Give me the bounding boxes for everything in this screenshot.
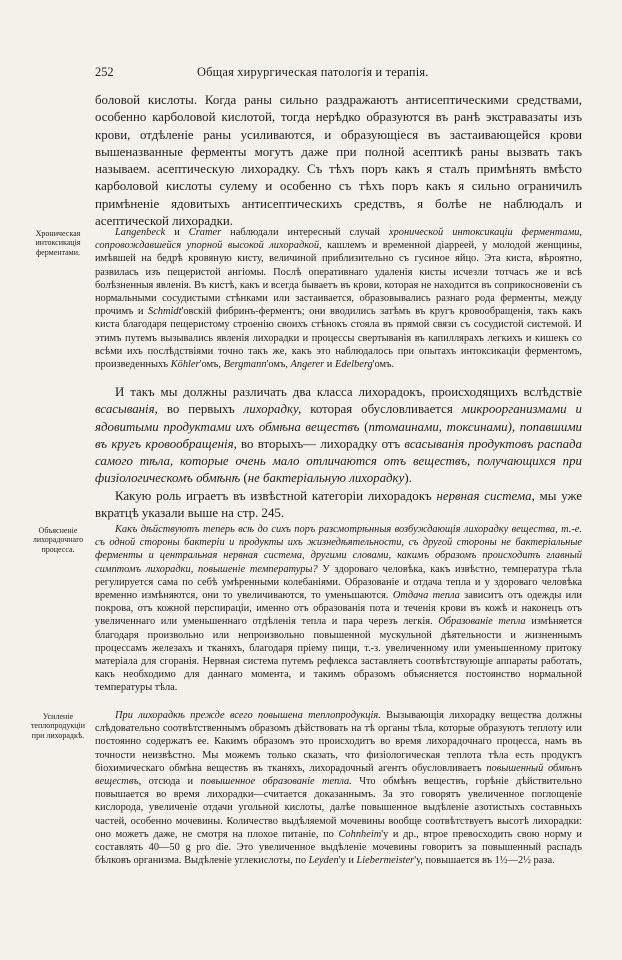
author-name: Cramer <box>188 227 222 238</box>
emphasis: При лихорадкѣ прежде всего повышена теплопродукція. <box>115 710 381 721</box>
text-run: 'у и <box>338 855 357 867</box>
text-run: Какую роль играетъ въ извѣстной категоріи лихорадокъ <box>115 489 437 503</box>
text-run: мы уже вкратцѣ указали выше на стр. 245. <box>95 489 582 521</box>
emphasis: микроорганизмами и ядовитыми продуктами ихъ обмѣна веществъ <box>95 402 582 434</box>
text-run: 'омъ. <box>372 359 395 371</box>
author-name: Leyden <box>308 855 339 867</box>
paragraph-5 <box>95 523 582 695</box>
text-run: во первыхъ <box>157 402 244 417</box>
text-run: во вторыхъ— лихорадку отъ <box>236 436 405 451</box>
text-run: 'у, повышается въ 1½—2½ раза. <box>414 855 555 867</box>
author-name: Langenbeck <box>115 227 166 238</box>
paragraph-6 <box>95 709 582 867</box>
emphasis: птомаинами, токсинами), попавшими въ кругъ кровообращенія, <box>95 419 582 451</box>
text-run: ( <box>240 471 248 486</box>
text-run: измѣняется благодаря произвольно или непроизвольно повышенной мускульной дѣятельности и жизненнымъ процессамъ железахъ и тканяхъ, благодаря пріему пищи, т.-з. увеличенному или уменьшенному притоку матеріала для сгоранія. Нервная система путемъ рефлекса заставляетъ соотвѣтствующіе аппараты работать, какъ необходимо для даннаго момента, и такимъ образомъ объясняется постоянство нормальной температуры тѣла. <box>95 616 582 694</box>
text-run: Вызывающія лихорадку вещества должны слѣдовательно соотвѣтственнымъ образомъ дѣйствовать на тѣ органы тѣла, которые образуютъ теплоту или постоянно содержатъ ее. Какимъ образомъ это происходитъ во время лихорадочнаго процесса, намъ въ точности неизвѣстно. Мы можемъ только сказать, что физіологическая теплота тѣла есть продуктъ біохимическаго обмѣна веществъ въ тканяхъ, лихорадочный агентъ обусловливаетъ <box>95 710 582 774</box>
margin-note-fever-process: Объясненіе лихорадочнаго процесса. <box>32 526 84 554</box>
text-run: У здороваго человѣка, какъ извѣстно, температура тѣла регулируется сама по себѣ умѣренными колебаніями. Образованіе и отдача тепла и у здороваго человѣка временно измѣняются, они то увеличиваются, то уменьшаются. <box>95 563 582 602</box>
text-run: которая обусловливается <box>301 402 462 417</box>
emphasis: лихорадку, <box>243 402 302 417</box>
text-run: Что обмѣнъ веществъ, горѣніе дѣйствительно повышается во время лихорадки—считается доказаннымъ. За это говорятъ увеличенное поглощеніе кислорода, увеличеніе отдачи угольной кислоты, далѣе повышенное выдѣленіе азотистыхъ составныхъ частей, особенно мочевины. Количество выдѣляемой мочевины вообще соотвѣтствуетъ высотѣ лихорадки: оно можетъ даже, не смотря на плохое питаніе, по <box>95 776 582 840</box>
text-run: кашлемъ и временной діарреей, у молодой женщины, имѣвшей на бедрѣ кровяную кисту, величиной приблизительно съ гусиное яйцо. Эта киста, вѣроятно, развилась изъ пещеристой ангіомы. Послѣ оперативнаго удаленія кисты исчезли тотчасъ же и всѣ болѣзненныя явленія. Въ кистѣ, какъ и всегда бываетъ въ крови, которая не находится въ соприкосновеніи съ нормальными сосудистыми стѣнками или застаивается, образовывались разнаго рода ферменты, между прочимъ и <box>95 240 582 318</box>
author-name: Bergmann <box>223 359 267 371</box>
text-run: ( <box>359 419 369 434</box>
author-name: Köhler <box>170 359 200 371</box>
text-run: наблюдали интересный случай <box>221 227 389 238</box>
emphasis: нервная система, <box>436 489 535 503</box>
margin-note-heat-production: Усиленіе теплопродукціи при лихорадкѣ. <box>30 712 86 740</box>
page-number: 252 <box>95 65 114 79</box>
margin-note-chronic-intoxication: Хроническая интоксикація ферментами. <box>35 229 81 257</box>
emphasis: повышенный обмѣнъ веществъ, <box>95 762 582 788</box>
running-title: Общая хирургическая патологія и терапія. <box>197 65 429 79</box>
emphasis: хронической интоксикаціи ферментами, сопровождавшейся упорной высокой лихорадкой, <box>95 227 582 252</box>
paragraph-4 <box>95 488 582 523</box>
text-run: ). <box>404 471 412 486</box>
author-name: Schmidt <box>148 306 182 318</box>
text-run: 'овскій фибринъ-ферментъ; они вводились затѣмъ въ кругъ кровообращенія, такъ какъ киста благодаря пещеристому строенію своихъ стѣнокъ стояла въ прямой связи съ сосудистой системой. И этимъ путемъ вызывались явленія лихорадки и процессы свертыванія въ капиллярахъ легкихъ и кишекъ со всѣми ихъ послѣдствіями точно такъ же, какъ это наблюдалось при опытахъ интоксикаціи ферментомъ, произведенныхъ <box>95 306 582 371</box>
emphasis: не бактеріальную лихорадку <box>247 471 405 486</box>
author-name: Angerer <box>290 359 325 371</box>
emphasis: всасыванія, <box>95 402 158 417</box>
text-run: 'у и др., втрое превосходить свою норму и составлять 40—50 g pro die. Это увеличенное выдѣленіе мочевины говоритъ за повышенный распадъ бѣлковъ организма. Выдѣленіе углекислоты, по <box>95 828 582 867</box>
emphasis: Какъ дѣйствуютъ теперь всѣ до сихъ поръ разсмотрѣнныя возбуждающія лихорадку вещества, т.-е. съ одной стороны бактеріи и продукты ихъ жизнедѣятельности, съ другой стороны не бактеріальные ферменты и центральная нервная система, другими словами, какимъ образомъ происходитъ главный симптомъ лихорадки, повышеніе температуры? <box>95 524 582 575</box>
paragraph-1: боловой кислоты. Когда раны сильно раздражаютъ антисептическими средствами, особенно карболовой кислотой, тогда нерѣдко образуются въ ранѣ экстравазаты изъ крови, отдѣленіе раны усиливаются, и образующіеся въ застаивающейся крови вышеназванные ферменты могутъ даже при полной асептикѣ раны вызвать такъ называем. асептическую лихорадку. Съ тѣхъ поръ какъ я сталъ примѣнять вмѣсто карболовой кислоты сулему и особенно съ тѣхъ поръ какъ я сильно ограничилъ примѣненіе ядовитыхъ антисептическихъ средствъ, я болѣе не наблюдалъ и асептической лихорадки. <box>95 93 582 229</box>
author-name: Edelberg <box>334 359 373 371</box>
text-run: и <box>165 227 189 238</box>
text-run: 'омъ, <box>266 359 291 371</box>
text-run: 'омъ, <box>199 359 224 371</box>
paragraph-3 <box>95 384 582 488</box>
emphasis: повышенное образованіе тепла. <box>200 776 352 788</box>
text-run: и <box>324 359 335 371</box>
emphasis: Образованіе тепла <box>438 616 526 628</box>
text-run: отсюда и <box>141 776 201 788</box>
emphasis: Отдача тепла <box>392 590 460 602</box>
author-name: Liebermeister <box>356 855 415 867</box>
author-name: Cohnheim <box>338 828 382 840</box>
text-run: И такъ мы должны различать два класса лихорадокъ, происходящихъ вслѣдствіе <box>115 385 582 399</box>
text-run: зависитъ отъ одежды или покрова, отъ кожной перспираціи, именно отъ образованія пота и теченія крови въ кожѣ и наконецъ отъ увеличеннаго или уменьшеннаго отдѣленія тепла и пара черезъ легкія. <box>95 590 582 628</box>
paragraph-2 <box>95 226 582 371</box>
emphasis: всасыванія продуктовъ распада самого тѣла, которые очень мало отличаются отъ веществъ, получающихся при физіологическомъ обмѣнѣ <box>95 436 583 486</box>
